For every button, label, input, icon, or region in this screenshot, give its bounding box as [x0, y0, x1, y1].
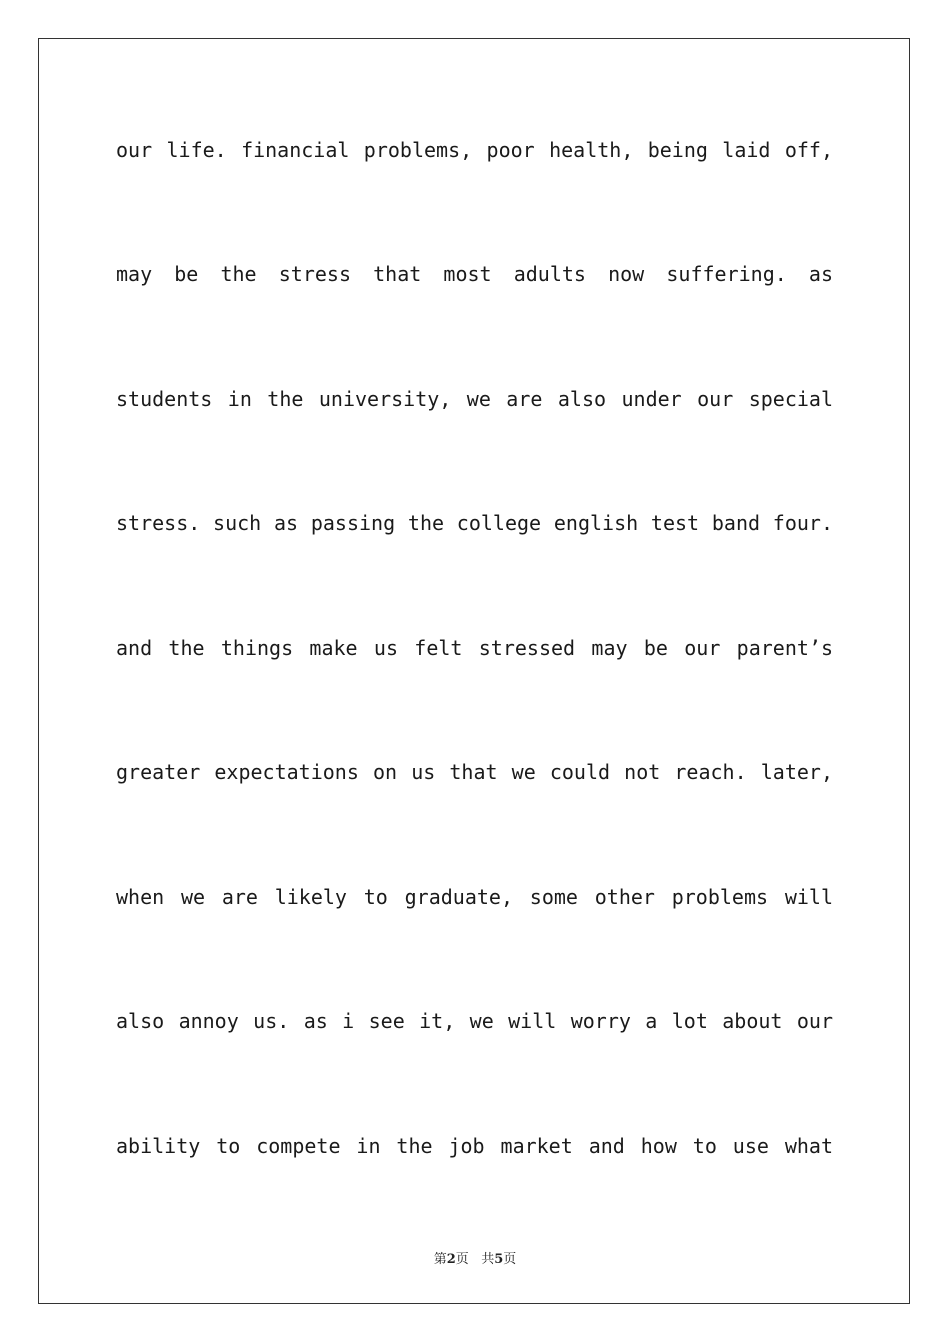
- document-line: students in the university, we are also under our special: [116, 387, 833, 411]
- document-line: our life. financial problems, poor health, being laid off,: [116, 138, 833, 162]
- page-border: [38, 38, 910, 1304]
- total-pages-number: 5: [494, 1252, 504, 1267]
- document-line: may be the stress that most adults now suffering. as: [116, 262, 833, 286]
- document-line: and the things make us felt stressed may be our parent’s: [116, 636, 833, 660]
- footer-total-prefix: 共: [481, 1252, 495, 1267]
- current-page-number: 2: [446, 1252, 456, 1267]
- page-footer: [0, 1248, 950, 1267]
- footer-total-suffix: 页: [503, 1252, 517, 1267]
- document-line: when we are likely to graduate, some other problems will: [116, 885, 833, 909]
- document-line: ability to compete in the job market and how to use what: [116, 1134, 833, 1158]
- document-line: greater expectations on us that we could not reach. later,: [116, 760, 833, 784]
- footer-page-suffix: 页: [455, 1252, 469, 1267]
- document-line: stress. such as passing the college english test band four.: [116, 511, 833, 535]
- document-line: also annoy us. as i see it, we will worry a lot about our: [116, 1009, 833, 1033]
- footer-prefix: 第: [433, 1252, 447, 1267]
